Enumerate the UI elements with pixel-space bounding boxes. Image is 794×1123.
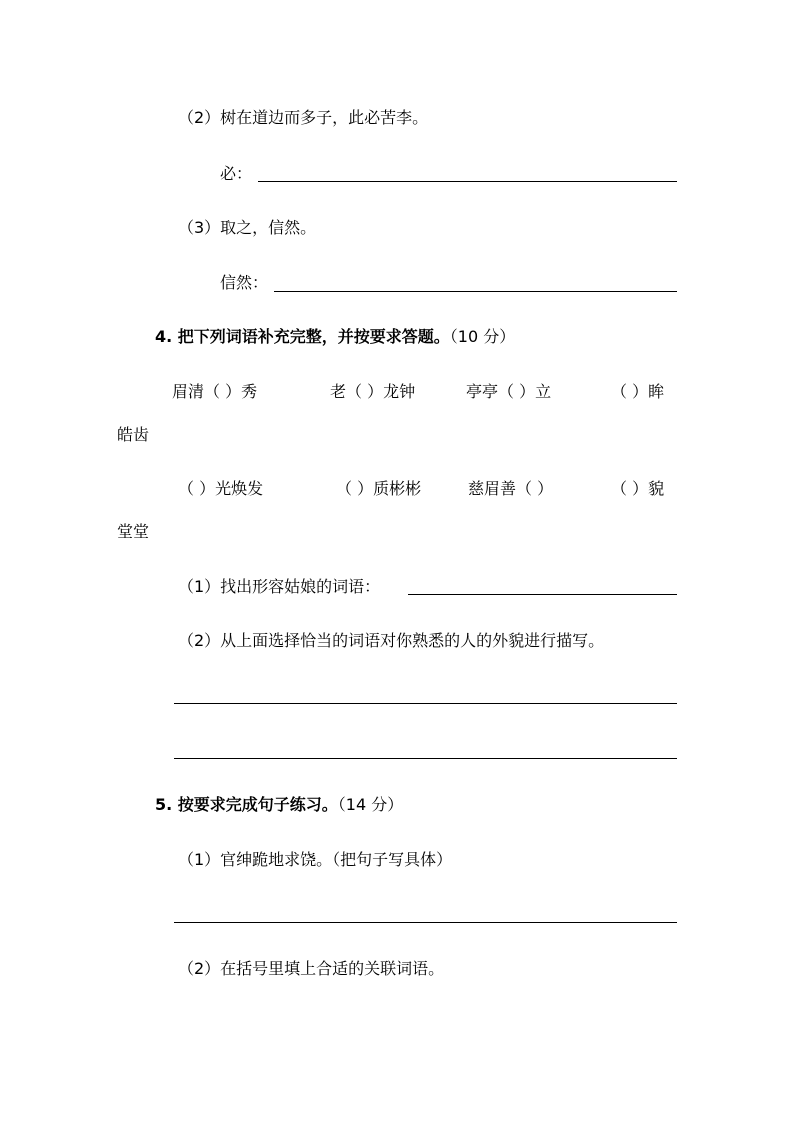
q3-item3-answer-label: 信然： — [220, 273, 269, 292]
q5-sub1-answer-line[interactable] — [174, 922, 677, 923]
q4-sub1-answer-line[interactable] — [408, 594, 677, 595]
q5-title-text: 5. 按要求完成句子练习。 — [155, 795, 338, 814]
q4-sub2-answer-line-1[interactable] — [174, 703, 677, 704]
q3-item3-answer-line[interactable] — [274, 291, 677, 292]
q3-item2-answer-label: 必： — [220, 164, 253, 183]
q4-points: （10 分） — [449, 327, 516, 346]
q4-row2-word4-end: 堂堂 — [117, 522, 150, 541]
q3-item3-text: （3）取之，信然。 — [178, 218, 317, 237]
q4-sub2-answer-line-2[interactable] — [174, 758, 677, 759]
q4-sub2-text: （2）从上面选择恰当的词语对你熟悉的人的外貌进行描写。 — [178, 631, 605, 650]
q5-title — [155, 794, 403, 816]
q4-row1-word2: 老（ ）龙钟 — [330, 382, 416, 401]
q4-row1-word4-end: 皓齿 — [117, 425, 150, 444]
q4-row2-word1: （ ）光焕发 — [178, 479, 264, 498]
q4-sub1-text: （1）找出形容姑娘的词语： — [178, 577, 381, 596]
q4-row2-word2: （ ）质彬彬 — [336, 479, 422, 498]
q4-row1-word1: 眉清（ ）秀 — [172, 382, 258, 401]
q4-row2-word4-start: （ ）貌 — [611, 479, 665, 498]
q5-points: （14 分） — [337, 795, 404, 814]
q4-title-text: 4. 把下列词语补充完整，并按要求答题。 — [155, 327, 450, 346]
q4-row1-word4-start: （ ）眸 — [611, 382, 665, 401]
q4-row1-word3: 亭亭（ ）立 — [466, 382, 552, 401]
q5-sub2-text: （2）在括号里填上合适的关联词语。 — [178, 959, 445, 978]
q4-row2-word3: 慈眉善（ ） — [468, 479, 554, 498]
q3-item2-answer-line[interactable] — [258, 181, 677, 182]
q3-item2-text: （2）树在道边而多子，此必苦李。 — [178, 108, 429, 127]
q5-sub1-text: （1）官绅跪地求饶。（把句子写具体） — [178, 850, 453, 869]
q4-title — [155, 326, 515, 348]
